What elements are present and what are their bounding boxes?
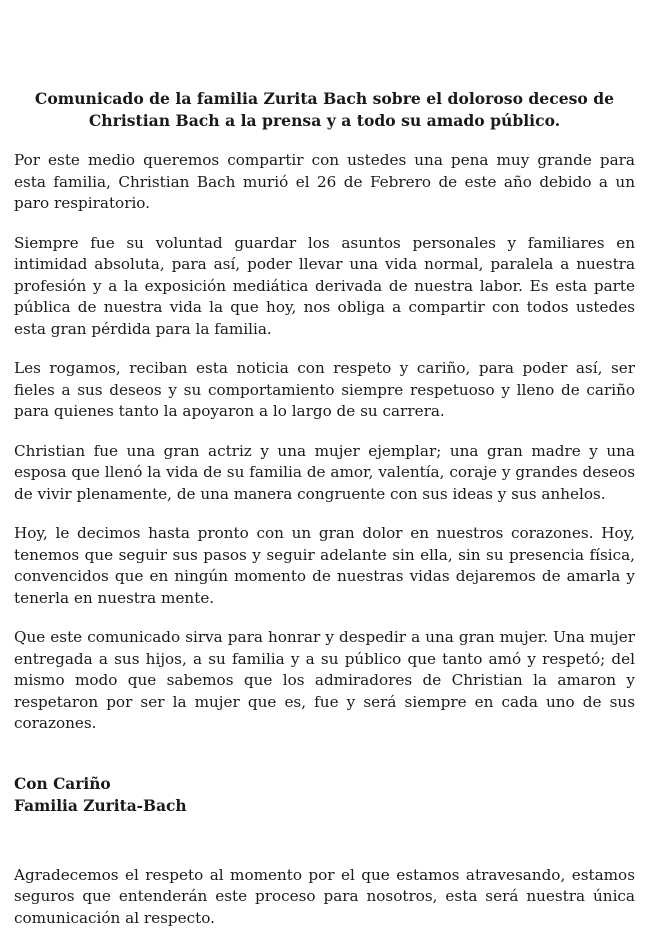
paragraph-5: Hoy, le decimos hasta pronto con un gran dolor en nuestros corazones. Hoy, tenemos que seguir sus pasos y seguir adelante sin ella, sin su presencia física, convencidos que en ningún momento de nuestras vidas dejaremos de amarla y tenerla en nuestra mente. — [14, 523, 635, 609]
signoff — [14, 773, 635, 817]
signature-text: Familia Zurita-Bach — [14, 795, 635, 817]
paragraph-1: Por este medio queremos compartir con ustedes una pena muy grande para esta familia, Christian Bach murió el 26 de Febrero de este año debido a un paro respiratorio. — [14, 150, 635, 215]
title-line-2: Christian Bach a la prensa y a todo su amado público. — [14, 110, 635, 132]
closing-text: Con Cariño — [14, 773, 635, 795]
paragraph-4: Christian fue una gran actriz y una mujer ejemplar; una gran madre y una esposa que llenó la vida de su familia de amor, valentía, coraje y grandes deseos de vivir plenamente, de una manera congruente con sus ideas y sus anhelos. — [14, 441, 635, 506]
paragraph-3: Les rogamos, reciban esta noticia con respeto y cariño, para poder así, ser fieles a sus deseos y su comportamiento siempre respetuoso y lleno de cariño para quienes tanto la apoyaron a lo largo de su carrera. — [14, 358, 635, 423]
document-title — [14, 88, 635, 132]
paragraph-6: Que este comunicado sirva para honrar y despedir a una gran mujer. Una mujer entregada a sus hijos, a su familia y a su público que tanto amó y respetó; del mismo modo que sabemos que los admiradores de Christian la amaron y respetaron por ser la mujer que es, fue y será siempre en cada uno de sus corazones. — [14, 627, 635, 735]
title-line-1: Comunicado de la familia Zurita Bach sobre el doloroso deceso de — [14, 88, 635, 110]
paragraph-2: Siempre fue su voluntad guardar los asuntos personales y familiares en intimidad absoluta, para así, poder llevar una vida normal, paralela a nuestra profesión y a la exposición mediática derivada de nuestra labor. Es esta parte pública de nuestra vida la que hoy, nos obliga a compartir con todos ustedes esta gran pérdida para la familia. — [14, 233, 635, 341]
final-note: Agradecemos el respeto al momento por el que estamos atravesando, estamos seguros que entenderán este proceso para nosotros, esta será nuestra única comunicación al respecto. — [14, 865, 635, 929]
